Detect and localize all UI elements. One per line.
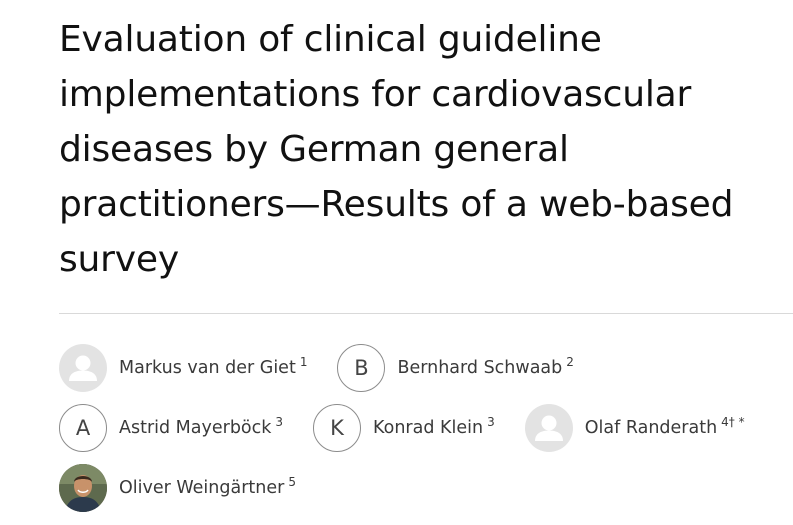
author-item[interactable] — [59, 344, 307, 392]
person-icon — [525, 404, 573, 452]
author-name[interactable]: Olaf Randerath $^{4\dagger *}$ — [584, 415, 745, 438]
author-item[interactable] — [337, 344, 573, 392]
person-icon — [59, 344, 107, 392]
author-initial-avatar: A — [59, 404, 107, 452]
author-name[interactable]: Konrad Klein $^3$ — [373, 415, 495, 438]
author-item[interactable] — [313, 404, 495, 452]
author-photo — [59, 464, 107, 512]
author-affiliation: 4† * — [721, 415, 745, 430]
author-affiliation: 3 — [487, 415, 495, 430]
author-name[interactable]: Oliver Weingärtner $^5$ — [119, 475, 296, 498]
author-item[interactable] — [525, 404, 745, 452]
article-header — [59, 12, 793, 287]
author-affiliation: 1 — [299, 355, 308, 370]
author-name[interactable]: Bernhard Schwaab $^2$ — [397, 355, 574, 378]
author-affiliation: 5 — [288, 475, 296, 490]
author-row — [59, 403, 793, 453]
author-initial-avatar: K — [313, 404, 361, 452]
author-affiliation: 2 — [566, 355, 574, 370]
divider — [59, 313, 793, 314]
author-affiliation: 3 — [275, 415, 284, 430]
author-list — [59, 343, 793, 523]
author-item[interactable] — [59, 404, 283, 452]
author-name[interactable]: Astrid Mayerböck $^3$ — [119, 415, 284, 438]
author-name[interactable]: Markus van der Giet $^1$ — [119, 355, 308, 378]
author-row — [59, 343, 793, 393]
article-title: Evaluation of clinical guideline implementations for cardiovascular diseases by German general practitioners—Results of a web-based survey — [59, 19, 734, 280]
author-initial-avatar: B — [337, 344, 385, 392]
author-row — [59, 463, 793, 513]
author-item[interactable] — [59, 464, 296, 512]
